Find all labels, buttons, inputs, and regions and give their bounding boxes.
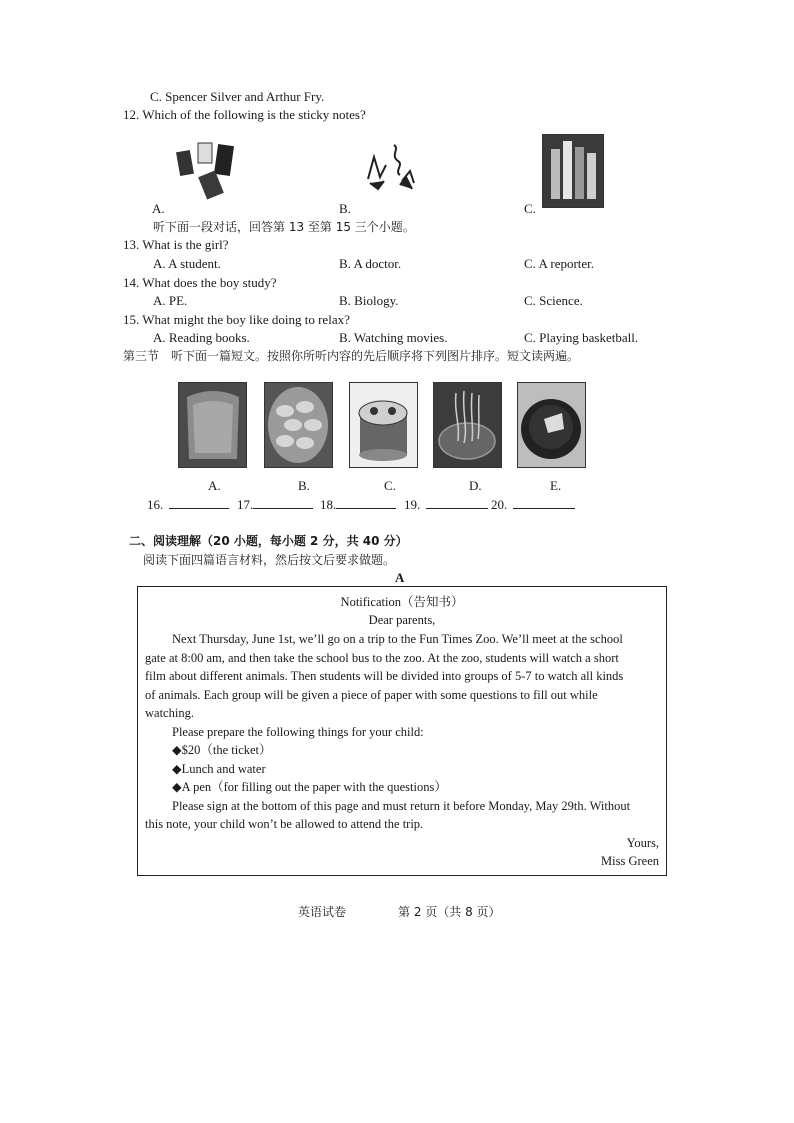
q12-question: 12. Which of the following is the sticky notes?	[123, 107, 366, 122]
q13-question: 13. What is the girl?	[123, 237, 229, 252]
answer-blank-17[interactable]: 17.	[237, 496, 313, 513]
q15-option-a: A. Reading books.	[153, 330, 250, 345]
q12-option-c-label: C.	[524, 201, 536, 216]
notice-greeting: Dear parents,	[368, 613, 436, 627]
q14-question: 14. What does the boy study?	[123, 275, 277, 290]
food-label-a: A.	[208, 478, 221, 493]
notice-closing: Yours,	[626, 836, 659, 850]
answer-blank-18[interactable]: 18.	[320, 496, 396, 513]
q14-option-a: A. PE.	[153, 293, 188, 308]
q15-option-b: B. Watching movies.	[339, 330, 448, 345]
glue-sticks-photo-icon	[542, 134, 604, 208]
notice-title: Notification（告知书）	[340, 595, 464, 609]
notification-box	[137, 586, 667, 876]
food-label-b: B.	[298, 478, 310, 493]
q15-option-c: C. Playing basketball.	[524, 330, 639, 345]
answer-blank-16[interactable]: 16.	[147, 496, 229, 513]
notice-line: Next Thursday, June 1st, we’ll go on a trip to the Fun Times Zoo. We’ll meet at the school	[172, 632, 623, 646]
notice-line: Please sign at the bottom of this page and must return it before Monday, May 29th. Without	[172, 799, 631, 813]
part2-heading: 二、阅读理解（20 小题，每小题 2 分，共 40 分）	[129, 534, 408, 548]
notice-line: film about different animals. Then students will be divided into groups of 5-7 to watch all kinds	[145, 669, 624, 683]
noodles-photo-icon	[433, 382, 502, 468]
notice-list-item: ◆Lunch and water	[172, 762, 266, 776]
food-label-e: E.	[550, 478, 562, 493]
soup-photo-icon	[517, 382, 586, 468]
dialogue-instruction: 听下面一段对话，回答第 13 至第 15 三个小题。	[153, 220, 415, 234]
footer-page-number: 第 2 页（共 8 页）	[398, 905, 501, 919]
q14-option-c: C. Science.	[524, 293, 583, 308]
notice-line: gate at 8:00 am, and then take the school bus to the zoo. At the zoo, students will watch a short	[145, 651, 619, 665]
notice-signature: Miss Green	[601, 854, 659, 868]
notice-list-item: ◆$20（the ticket）	[172, 743, 272, 757]
footer-subject: 英语试卷	[298, 905, 347, 919]
notice-line: Please prepare the following things for your child:	[172, 725, 424, 739]
q13-option-c: C. A reporter.	[524, 256, 595, 271]
bread-photo-icon	[178, 382, 247, 468]
dumplings-photo-icon	[264, 382, 333, 468]
q15-question: 15. What might the boy like doing to relax?	[123, 312, 350, 327]
part2-instruction: 阅读下面四篇语言材料，然后按文后要求做题。	[143, 553, 396, 567]
q13-option-b: B. A doctor.	[339, 256, 402, 271]
food-label-c: C.	[384, 478, 396, 493]
q11-option-c: C. Spencer Silver and Arthur Fry.	[150, 89, 325, 104]
passage-label: A	[395, 570, 405, 585]
sticky-notes-photo-icon	[172, 135, 242, 205]
paper-clips-photo-icon	[360, 135, 420, 195]
q12-option-a-label: A.	[152, 201, 165, 216]
section3-instruction: 第三节 听下面一篇短文。按照你所听内容的先后顺序将下列图片排序。短文读两遍。	[123, 349, 580, 363]
q13-option-a: A. A student.	[153, 256, 221, 271]
answer-blank-19[interactable]: 19.	[404, 496, 488, 513]
notice-line: of animals. Each group will be given a piece of paper with some questions to fill out while	[145, 688, 598, 702]
notice-list-item: ◆A pen（for filling out the paper with the questions）	[172, 780, 447, 794]
food-label-d: D.	[469, 478, 482, 493]
q14-option-b: B. Biology.	[339, 293, 399, 308]
notice-line: watching.	[145, 706, 194, 720]
q12-option-b-label: B.	[339, 201, 351, 216]
cake-photo-icon	[349, 382, 418, 468]
answer-blank-20[interactable]: 20.	[491, 496, 575, 513]
notice-line: this note, your child won’t be allowed to attend the trip.	[145, 817, 424, 831]
